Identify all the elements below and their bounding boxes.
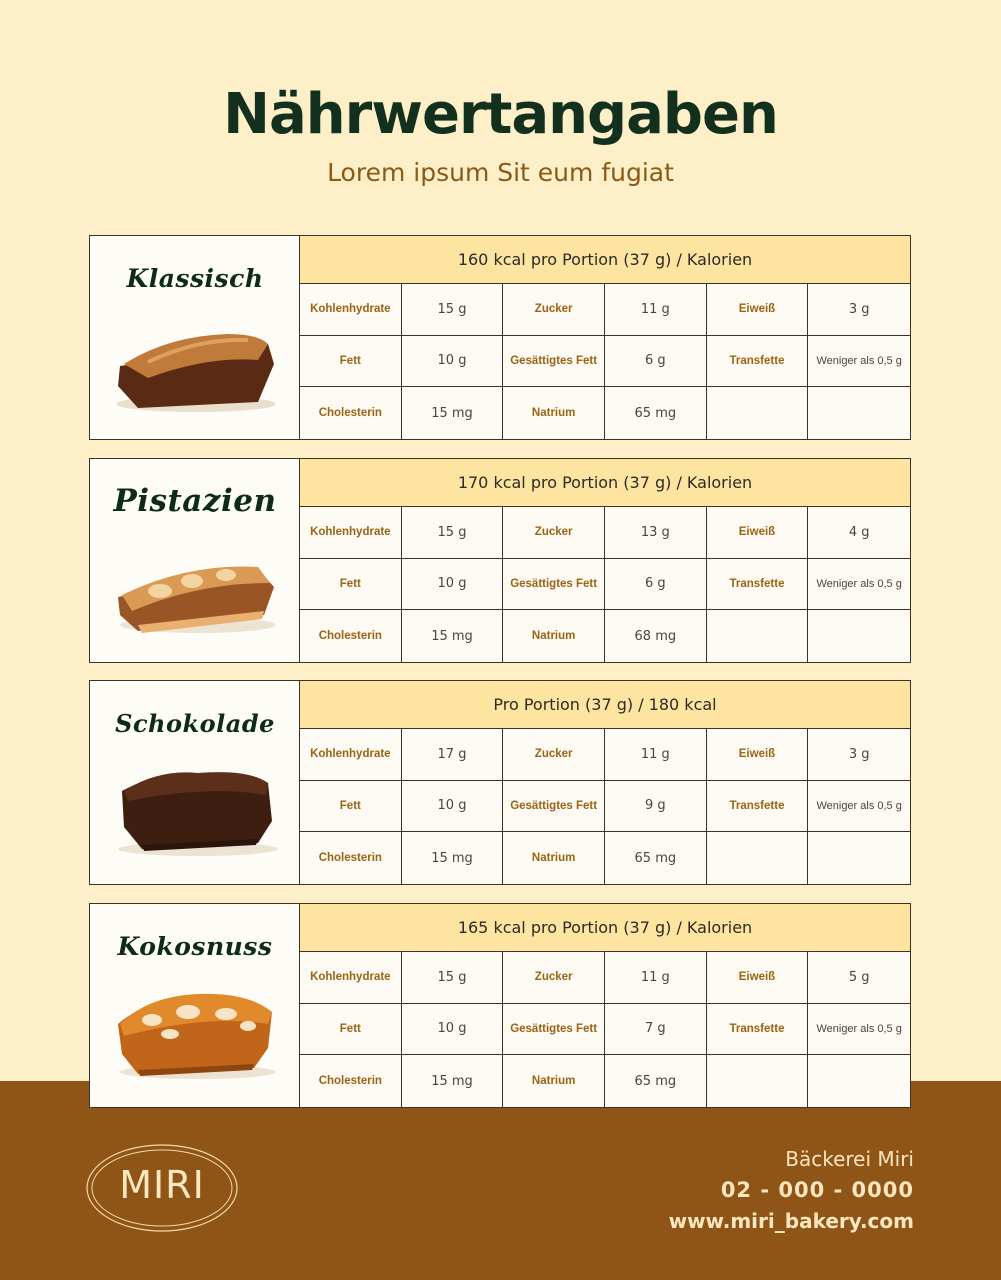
bakery-name: Bäckerei Miri bbox=[785, 1147, 914, 1171]
empty-cell bbox=[707, 832, 809, 884]
label-transfat: Transfette bbox=[707, 336, 809, 388]
kcal-header: Pro Portion (37 g) / 180 kcal bbox=[300, 681, 910, 729]
label-cholesterol: Cholesterin bbox=[300, 610, 402, 662]
label-fat: Fett bbox=[300, 781, 402, 833]
value-carbs: 15 g bbox=[402, 284, 504, 336]
value-sugar: 11 g bbox=[605, 729, 707, 781]
label-carbs: Kohlenhydrate bbox=[300, 729, 402, 781]
website-link[interactable]: www.miri_bakery.com bbox=[668, 1209, 914, 1233]
label-fat: Fett bbox=[300, 1004, 402, 1056]
label-cholesterol: Cholesterin bbox=[300, 1055, 402, 1107]
kcal-header: 160 kcal pro Portion (37 g) / Kalorien bbox=[300, 236, 910, 284]
contact-block bbox=[669, 1144, 914, 1237]
nutrition-grid bbox=[300, 284, 910, 439]
empty-cell bbox=[707, 610, 809, 662]
empty-cell bbox=[808, 1055, 910, 1107]
label-protein: Eiweiß bbox=[707, 729, 809, 781]
value-fat: 10 g bbox=[402, 781, 504, 833]
cake-image bbox=[108, 761, 284, 861]
label-cholesterol: Cholesterin bbox=[300, 832, 402, 884]
nutrition-card-klassisch bbox=[89, 235, 911, 440]
product-name: Schokolade bbox=[115, 709, 275, 738]
value-transfat: Weniger als 0,5 g bbox=[808, 336, 910, 388]
nutrition-card-kokosnuss bbox=[89, 903, 911, 1108]
label-sodium: Natrium bbox=[503, 387, 605, 439]
product-name: Kokosnuss bbox=[117, 932, 273, 961]
kcal-header: 170 kcal pro Portion (37 g) / Kalorien bbox=[300, 459, 910, 507]
label-satfat: Gesättigtes Fett bbox=[503, 336, 605, 388]
product-panel bbox=[90, 459, 300, 662]
value-sugar: 13 g bbox=[605, 507, 707, 559]
nutrition-grid bbox=[300, 952, 910, 1107]
label-sugar: Zucker bbox=[503, 284, 605, 336]
label-transfat: Transfette bbox=[707, 781, 809, 833]
label-sodium: Natrium bbox=[503, 832, 605, 884]
value-fat: 10 g bbox=[402, 559, 504, 611]
kcal-header: 165 kcal pro Portion (37 g) / Kalorien bbox=[300, 904, 910, 952]
value-protein: 5 g bbox=[808, 952, 910, 1004]
value-cholesterol: 15 mg bbox=[402, 387, 504, 439]
empty-cell bbox=[808, 610, 910, 662]
value-sodium: 65 mg bbox=[605, 1055, 707, 1107]
value-transfat: Weniger als 0,5 g bbox=[808, 559, 910, 611]
label-transfat: Transfette bbox=[707, 559, 809, 611]
value-protein: 3 g bbox=[808, 729, 910, 781]
label-sugar: Zucker bbox=[503, 507, 605, 559]
value-satfat: 6 g bbox=[605, 559, 707, 611]
value-cholesterol: 15 mg bbox=[402, 610, 504, 662]
value-fat: 10 g bbox=[402, 1004, 504, 1056]
product-panel bbox=[90, 681, 300, 884]
product-name: Klassisch bbox=[126, 264, 264, 293]
value-cholesterol: 15 mg bbox=[402, 1055, 504, 1107]
label-sugar: Zucker bbox=[503, 952, 605, 1004]
value-transfat: Weniger als 0,5 g bbox=[808, 1004, 910, 1056]
label-protein: Eiweiß bbox=[707, 507, 809, 559]
empty-cell bbox=[707, 1055, 809, 1107]
page-subtitle: Lorem ipsum Sit eum fugiat bbox=[327, 158, 674, 187]
value-carbs: 15 g bbox=[402, 507, 504, 559]
label-satfat: Gesättigtes Fett bbox=[503, 1004, 605, 1056]
value-carbs: 15 g bbox=[402, 952, 504, 1004]
label-carbs: Kohlenhydrate bbox=[300, 952, 402, 1004]
page-title: Nährwertangaben bbox=[223, 82, 778, 147]
value-carbs: 17 g bbox=[402, 729, 504, 781]
phone-number: 02 - 000 - 0000 bbox=[720, 1178, 914, 1202]
label-carbs: Kohlenhydrate bbox=[300, 507, 402, 559]
nutrition-card-schokolade bbox=[89, 680, 911, 885]
value-sodium: 65 mg bbox=[605, 387, 707, 439]
value-cholesterol: 15 mg bbox=[402, 832, 504, 884]
empty-cell bbox=[808, 832, 910, 884]
product-panel bbox=[90, 236, 300, 439]
value-sugar: 11 g bbox=[605, 284, 707, 336]
label-transfat: Transfette bbox=[707, 1004, 809, 1056]
label-fat: Fett bbox=[300, 559, 402, 611]
nutrition-grid bbox=[300, 507, 910, 662]
cake-image bbox=[108, 316, 284, 416]
value-sodium: 68 mg bbox=[605, 610, 707, 662]
value-sugar: 11 g bbox=[605, 952, 707, 1004]
cake-image bbox=[108, 984, 284, 1084]
label-carbs: Kohlenhydrate bbox=[300, 284, 402, 336]
empty-cell bbox=[707, 387, 809, 439]
label-sodium: Natrium bbox=[503, 610, 605, 662]
label-cholesterol: Cholesterin bbox=[300, 387, 402, 439]
label-protein: Eiweiß bbox=[707, 952, 809, 1004]
value-transfat: Weniger als 0,5 g bbox=[808, 781, 910, 833]
value-protein: 3 g bbox=[808, 284, 910, 336]
product-panel bbox=[90, 904, 300, 1107]
value-satfat: 9 g bbox=[605, 781, 707, 833]
label-sugar: Zucker bbox=[503, 729, 605, 781]
empty-cell bbox=[808, 387, 910, 439]
value-protein: 4 g bbox=[808, 507, 910, 559]
label-fat: Fett bbox=[300, 336, 402, 388]
product-name: Pistazien bbox=[113, 483, 277, 519]
logo-text: MIRI bbox=[119, 1163, 205, 1207]
nutrition-card-pistazien bbox=[89, 458, 911, 663]
value-satfat: 7 g bbox=[605, 1004, 707, 1056]
label-satfat: Gesättigtes Fett bbox=[503, 781, 605, 833]
nutrition-grid bbox=[300, 729, 910, 884]
value-satfat: 6 g bbox=[605, 336, 707, 388]
label-satfat: Gesättigtes Fett bbox=[503, 559, 605, 611]
value-sodium: 65 mg bbox=[605, 832, 707, 884]
label-sodium: Natrium bbox=[503, 1055, 605, 1107]
value-fat: 10 g bbox=[402, 336, 504, 388]
label-protein: Eiweiß bbox=[707, 284, 809, 336]
cake-image bbox=[108, 539, 284, 639]
